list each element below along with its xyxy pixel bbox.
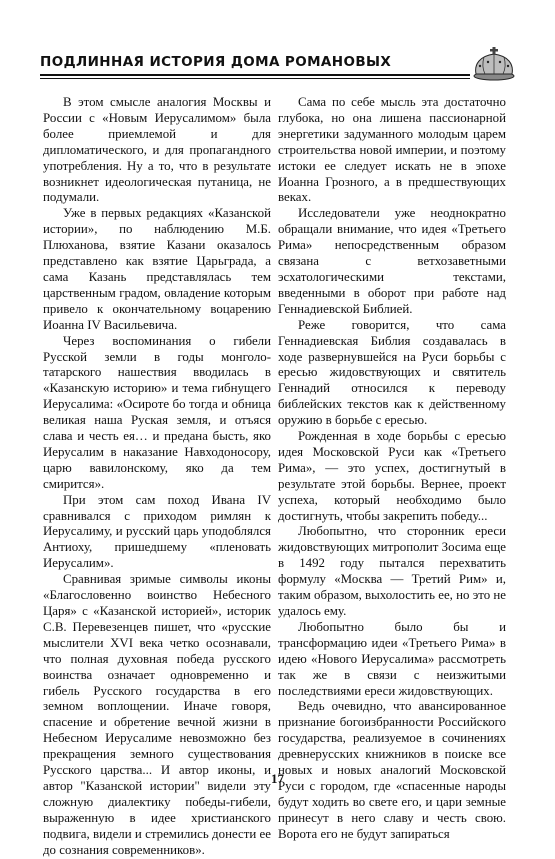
running-header bbox=[40, 52, 510, 78]
paragraph: В этом смысле аналогия Москвы и России с «Новым Иерусалимом» была более приемлемой и для дипломатического, и для пропагандного употребления. Ну а то, что в результате возникнет идеологическая путаница, не подумали. bbox=[43, 95, 271, 205]
header-rule bbox=[40, 74, 470, 76]
paragraph: Исследователи уже неоднократно обращали внимание, что идея «Третьего Рима» непосредственным образом связана с ветхозаветными эсхатологическими текстами, введенными в оборот при работе над Геннадиевской Библией. bbox=[278, 206, 506, 316]
paragraph: Любопытно, что сторонник ереси жидовствующих митрополит Зосима еще в 1492 году пытался перехватить формулу «Москва — Третий Рим» и, таким образом, выхолостить ее, но это не удалось ему. bbox=[278, 524, 506, 618]
right-column bbox=[278, 95, 506, 843]
running-header-title: ПОДЛИННАЯ ИСТОРИЯ ДОМА РОМАНОВЫХ bbox=[40, 54, 392, 70]
paragraph: Сама по себе мысль эта достаточно глубока, но она лишена пассионарной энергетики задуманного молодым царем строительства новой империи, и поэтому истоки ее следует искать не в эпохе Иоанна Грозного, а в предшествующих веках. bbox=[278, 95, 506, 205]
paragraph: Ведь очевидно, что авансированное признание богоизбранности Российского государства, реализуемое в сочинениях древнерусских книжников в поиске все новых и новых аналогий Московской Руси с городом, где «спасенные народы будут ходить во свете его, и цари земные принесут в него славу и честь свою. Ворота его не будут запираться bbox=[278, 699, 506, 841]
page-number: 17 bbox=[271, 771, 284, 786]
paragraph: Любопытно было бы и трансформацию идеи «Третьего Рима» в идею «Нового Иерусалима» рассмотреть так же в связи с неизжитыми последствиями ереси жидовствующих. bbox=[278, 619, 506, 698]
paragraph: При этом сам поход Ивана IV сравнивался с приходом римлян к Иерусалиму, и русский царь уподоблялся Антиоху, пришедшему «пленовать Иерусалим». bbox=[43, 492, 271, 571]
paragraph: Сравнивая зримые символы иконы «Благословенно воинство Небесного Царя» с «Казанской историей», историк С.В. Перевезенцев пишет, что «русские мыслители XVI века четко осознавали, что полная духовная победа русского воинства означает одновременно и гибель Русского государства в его земном воплощении. Иначе говоря, спасение и обретение вечной жизни в Небесном Иерусалиме невозможно без прекращения земного существования Русского царства... И автор иконы, и автор "Казанской истории" видели эту сложную диалектику победы-гибели, выраженную в идее христианского подвига, видели и стремились донести ее до сознания современников». bbox=[43, 572, 271, 857]
paragraph: Рожденная в ходе борьбы с ересью идея Московской Руси как «Третьего Рима», — это успех, достигнутый в результате этой борьбы. Вернее, проект успеха, который необходимо было достигнуть, чтобы закрепить победу... bbox=[278, 429, 506, 523]
paragraph: Уже в первых редакциях «Казанской истории», по наблюдению М.Б. Плюханова, взятие Казани оказалось представлено как взятие Царьграда, а сама Казань представлялась тем царственным градом, овладение которым привело к окончательному воцарению Иоанна IV Васильевича. bbox=[43, 206, 271, 332]
left-column bbox=[43, 95, 271, 859]
header-rule-thin bbox=[40, 78, 470, 79]
paragraph: Реже говорится, что сама Геннадиевская Библия создавалась в ходе развернувшейся на Руси борьбы с ересью жидовствующих и святитель Геннадий относился к переводу библейских текстов как к действенному оружию в борьбе с ересью. bbox=[278, 317, 506, 428]
paragraph: Через воспоминания о гибели Русской земли в годы монголо-татарского нашествия вводилась в «Казанскую историю» и тема гибнущего Иерусалима: «Осироте бо тогда и обница великая наша Руская земля, и отъяся слава и честь ея… и предана бысть, яко Иерусалим в наказание Навходоносору, царю вавилонскому, яко да тем смирится». bbox=[43, 333, 271, 491]
crown-icon bbox=[470, 46, 518, 82]
